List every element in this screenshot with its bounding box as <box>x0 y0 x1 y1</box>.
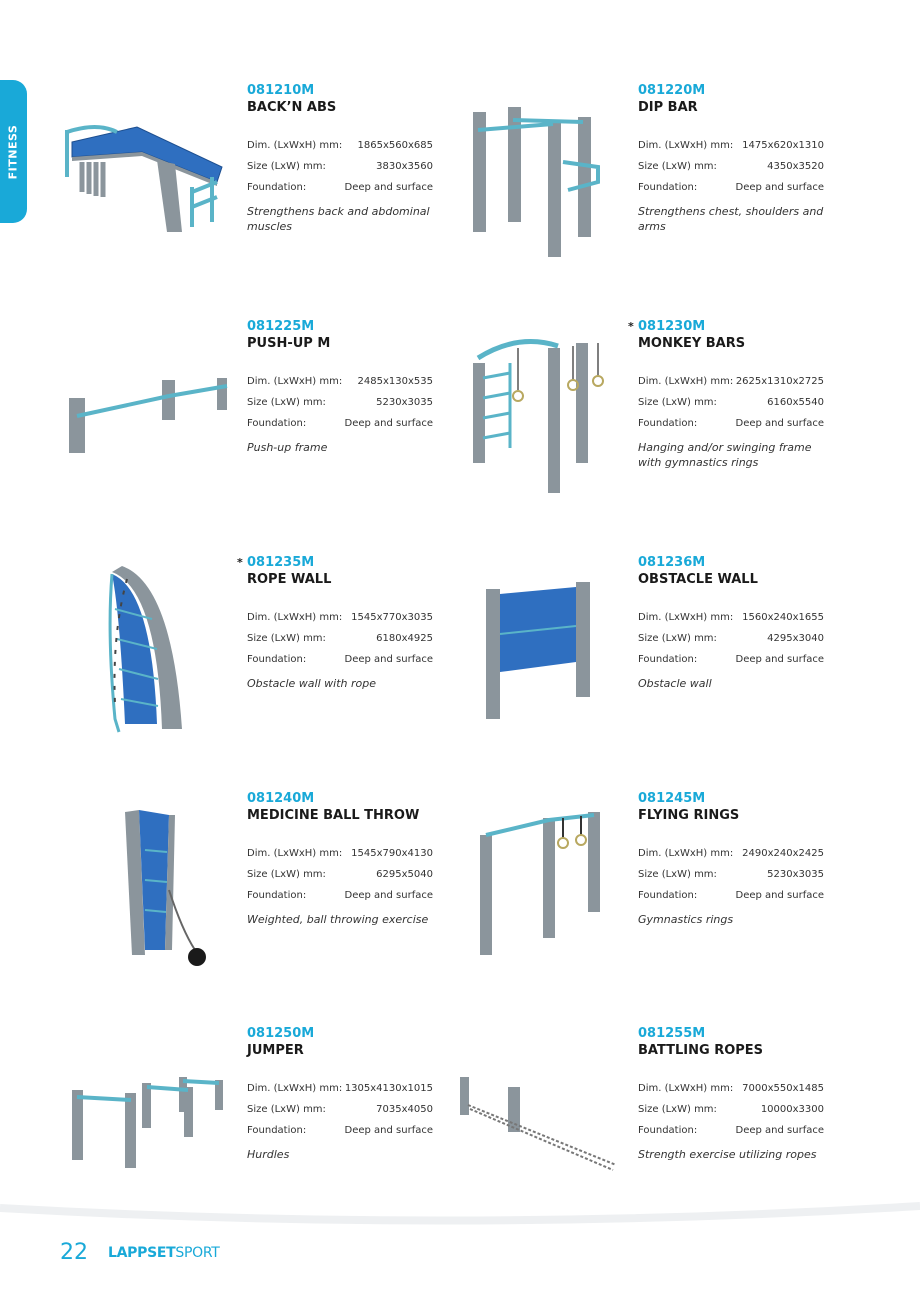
spec-size: Size (LxW) mm: 4350x3520 <box>638 161 824 172</box>
product-name: BATTLING ROPES <box>638 1043 764 1058</box>
rope-wall-image <box>57 554 237 754</box>
brand-logo: LAPPSETSPORT <box>108 1245 220 1261</box>
product-card <box>57 318 487 518</box>
medicine-ball-image <box>57 790 237 990</box>
spec-dim: Dim. (LxWxH) mm: 2490x240x2425 <box>638 848 824 859</box>
spec-dim: Dim. (LxWxH) mm: 1545x770x3035 <box>247 612 433 623</box>
spec-foundation: Foundation: Deep and surface <box>247 1125 433 1136</box>
product-name: MEDICINE BALL THROW <box>247 808 420 823</box>
back-n-abs-image <box>57 82 237 282</box>
product-name: PUSH-UP M <box>247 336 331 351</box>
product-code: 081245M <box>638 791 706 806</box>
push-up-image <box>57 318 237 518</box>
spec-dim: Dim. (LxWxH) mm: 2625x1310x2725 <box>638 376 824 387</box>
spec-dim: Dim. (LxWxH) mm: 1545x790x4130 <box>247 848 433 859</box>
spec-dim: Dim. (LxWxH) mm: 1305x4130x1015 <box>247 1083 433 1094</box>
product-name: DIP BAR <box>638 100 698 115</box>
product-code: 081255M <box>638 1026 706 1041</box>
product-name: FLYING RINGS <box>638 808 740 823</box>
obstacle-wall-image <box>448 554 628 754</box>
spec-size: Size (LxW) mm: 10000x3300 <box>638 1104 824 1115</box>
spec-foundation: Foundation: Deep and surface <box>247 890 433 901</box>
product-code: 081236M <box>638 555 706 570</box>
new-product-star: * <box>628 320 634 333</box>
spec-size: Size (LxW) mm: 7035x4050 <box>247 1104 433 1115</box>
dip-bar-image <box>448 82 628 282</box>
flying-rings-image <box>448 790 628 990</box>
product-code: 081240M <box>247 791 315 806</box>
product-description: Strengthens chest, shoulders and arms <box>638 205 824 233</box>
new-product-star: * <box>237 556 243 569</box>
battling-ropes-image <box>448 1025 628 1225</box>
product-description: Strength exercise utilizing ropes <box>638 1148 817 1161</box>
spec-foundation: Foundation: Deep and surface <box>638 418 824 429</box>
product-card <box>448 318 878 518</box>
spec-foundation: Foundation: Deep and surface <box>638 890 824 901</box>
product-name: MONKEY BARS <box>638 336 746 351</box>
product-description: Gymnastics rings <box>638 913 734 926</box>
spec-dim: Dim. (LxWxH) mm: 2485x130x535 <box>247 376 433 387</box>
spec-size: Size (LxW) mm: 5230x3035 <box>247 397 433 408</box>
spec-dim: Dim. (LxWxH) mm: 1475x620x1310 <box>638 140 824 151</box>
spec-foundation: Foundation: Deep and surface <box>638 654 824 665</box>
product-card <box>448 82 878 282</box>
product-card <box>448 554 878 754</box>
product-code: * 081230M <box>628 319 706 334</box>
spec-dim: Dim. (LxWxH) mm: 7000x550x1485 <box>638 1083 824 1094</box>
spec-size: Size (LxW) mm: 6160x5540 <box>638 397 824 408</box>
spec-size: Size (LxW) mm: 4295x3040 <box>638 633 824 644</box>
spec-dim: Dim. (LxWxH) mm: 1865x560x685 <box>247 140 433 151</box>
product-code: 081210M <box>247 83 315 98</box>
product-name: JUMPER <box>247 1043 304 1058</box>
product-description: Push-up frame <box>247 441 328 454</box>
product-card <box>57 554 487 754</box>
product-card <box>57 790 487 990</box>
spec-foundation: Foundation: Deep and surface <box>247 654 433 665</box>
product-name: ROPE WALL <box>247 572 332 587</box>
product-description: Obstacle wall with rope <box>247 677 376 690</box>
product-card <box>448 790 878 990</box>
jumper-image <box>57 1025 237 1225</box>
product-name: BACK’N ABS <box>247 100 337 115</box>
page-number: 22 <box>60 1240 88 1265</box>
product-code: * 081235M <box>237 555 315 570</box>
spec-size: Size (LxW) mm: 6180x4925 <box>247 633 433 644</box>
spec-size: Size (LxW) mm: 3830x3560 <box>247 161 433 172</box>
product-description: Hurdles <box>247 1148 290 1161</box>
spec-foundation: Foundation: Deep and surface <box>638 1125 824 1136</box>
spec-dim: Dim. (LxWxH) mm: 1560x240x1655 <box>638 612 824 623</box>
product-card <box>448 1025 878 1225</box>
product-code: 081250M <box>247 1026 315 1041</box>
product-card <box>57 82 487 282</box>
product-description: Strengthens back and abdominal muscles <box>247 205 430 233</box>
product-card <box>57 1025 487 1225</box>
spec-foundation: Foundation: Deep and surface <box>638 182 824 193</box>
monkey-bars-image <box>448 318 628 518</box>
product-code: 081220M <box>638 83 706 98</box>
product-code: 081225M <box>247 319 315 334</box>
spec-foundation: Foundation: Deep and surface <box>247 418 433 429</box>
spec-size: Size (LxW) mm: 6295x5040 <box>247 869 433 880</box>
product-description: Hanging and/or swinging frame with gymnastics rings <box>638 441 812 469</box>
spec-foundation: Foundation: Deep and surface <box>247 182 433 193</box>
product-name: OBSTACLE WALL <box>638 572 758 587</box>
section-tab-label: FITNESS <box>6 124 20 180</box>
product-description: Weighted, ball throwing exercise <box>247 913 429 926</box>
footer-divider <box>0 1196 920 1236</box>
spec-size: Size (LxW) mm: 5230x3035 <box>638 869 824 880</box>
product-description: Obstacle wall <box>638 677 712 690</box>
